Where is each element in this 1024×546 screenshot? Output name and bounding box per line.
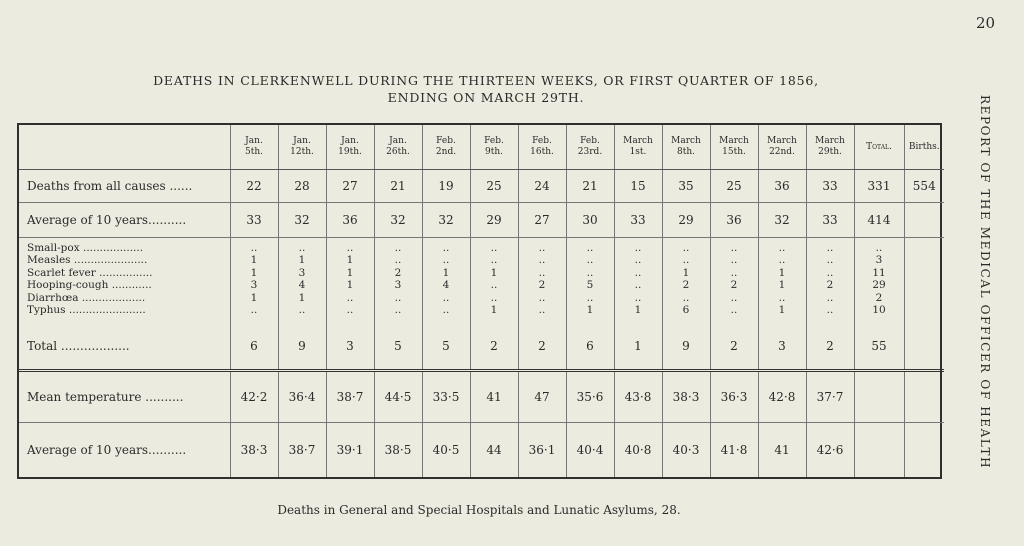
table-cell: .. [710, 292, 758, 304]
table-cell: 41 [758, 422, 806, 477]
table-cell: .. [278, 237, 326, 254]
table-cell: 40·5 [422, 422, 470, 477]
table-cell: 33 [806, 202, 854, 237]
table-cell: .. [518, 237, 566, 254]
births-cell [904, 292, 944, 304]
table-cell: .. [710, 267, 758, 279]
row-label: Average of 10 years.......... [19, 202, 230, 237]
row-label: Scarlet fever ................ [27, 266, 153, 279]
table-cell: 38·3 [230, 422, 278, 477]
column-header [806, 125, 854, 170]
column-header [230, 125, 278, 170]
column-header-day: 15th. [722, 147, 746, 157]
table-cell: 35·6 [566, 370, 614, 422]
column-header-day: 8th. [677, 147, 695, 157]
total-cell [854, 422, 904, 477]
table-cell: .. [518, 255, 566, 267]
table-cell: 2 [806, 323, 854, 370]
table-cell: 4 [422, 279, 470, 291]
table-cell: .. [806, 237, 854, 254]
table-cell: 1 [278, 292, 326, 304]
row-label: Small-pox .................. [27, 241, 144, 254]
running-head: REPORT OF THE MEDICAL OFFICER OF HEALTH [978, 95, 992, 470]
row-label: Hooping-cough ............ [27, 279, 152, 292]
column-header-month: March [767, 136, 797, 146]
column-header-month: Jan. [245, 136, 263, 146]
table-cell: .. [662, 292, 710, 304]
table-cell: 1 [614, 304, 662, 323]
column-header-month: March [671, 136, 701, 146]
table-cell: .. [710, 237, 758, 254]
table-cell: .. [326, 292, 374, 304]
table-cell: .. [566, 292, 614, 304]
column-header-day: 16th. [530, 147, 554, 157]
average-deaths-row [19, 202, 944, 237]
table-cell: 1 [326, 279, 374, 291]
table-cell: 32 [758, 202, 806, 237]
row-label: Measles ...................... [27, 254, 148, 267]
births-cell [904, 279, 944, 291]
table-cell: 2 [518, 279, 566, 291]
column-header-day: 5th. [245, 147, 263, 157]
table-cell: .. [710, 255, 758, 267]
table-cell: .. [230, 304, 278, 323]
title-line-1: DEATHS IN CLERKENWELL DURING THE THIRTEEN WEEKS, OR FIRST QUARTER OF 1856, [153, 73, 819, 88]
table-cell: 27 [326, 170, 374, 203]
table-cell: .. [518, 267, 566, 279]
births-cell [904, 267, 944, 279]
births-cell [904, 202, 944, 237]
table-cell: 36·3 [710, 370, 758, 422]
table-cell: 1 [470, 267, 518, 279]
table-cell: 40·8 [614, 422, 662, 477]
table-cell: 2 [518, 323, 566, 370]
table-cell: 44·5 [374, 370, 422, 422]
column-header [326, 125, 374, 170]
table-cell: .. [422, 292, 470, 304]
table-cell: .. [470, 237, 518, 254]
column-header [662, 125, 710, 170]
header-row [19, 125, 944, 170]
column-header [566, 125, 614, 170]
column-header-day: 2nd. [435, 147, 457, 157]
column-header-day: 29th. [818, 147, 842, 157]
table-cell: .. [614, 267, 662, 279]
table-cell: 38·5 [374, 422, 422, 477]
deaths-table [17, 123, 942, 479]
table-cell: 2 [806, 279, 854, 291]
table-cell: .. [278, 304, 326, 323]
table-cell: 6 [230, 323, 278, 370]
table-cell: .. [374, 237, 422, 254]
table-cell: 3 [374, 279, 422, 291]
births-cell [904, 255, 944, 267]
table-cell: 1 [614, 323, 662, 370]
table-cell: 1 [566, 304, 614, 323]
title-line-2: ENDING ON MARCH 29TH. [387, 90, 585, 105]
column-header [518, 125, 566, 170]
column-header [422, 125, 470, 170]
total-cell: 414 [854, 202, 904, 237]
table-cell: 41 [470, 370, 518, 422]
column-header-day: 23rd. [577, 147, 603, 157]
table-cell: .. [326, 304, 374, 323]
total-cell: 11 [854, 267, 904, 279]
table-cell: .. [662, 237, 710, 254]
table-cell: .. [374, 255, 422, 267]
disease-row [19, 255, 944, 267]
table-cell: 33 [230, 202, 278, 237]
table-cell: .. [470, 255, 518, 267]
table-cell: 3 [326, 323, 374, 370]
table-cell: 32 [374, 202, 422, 237]
table-cell: 44 [470, 422, 518, 477]
table-cell: .. [662, 255, 710, 267]
column-header-day: 1st. [629, 147, 647, 157]
table-cell: .. [518, 292, 566, 304]
table-cell: 36·1 [518, 422, 566, 477]
table-cell: .. [758, 237, 806, 254]
table-cell: 36 [326, 202, 374, 237]
births-cell [904, 422, 944, 477]
table-cell: 38·3 [662, 370, 710, 422]
table-cell: 1 [470, 304, 518, 323]
total-cell: 2 [854, 292, 904, 304]
table-cell: 6 [566, 323, 614, 370]
column-header-month: Feb. [532, 136, 552, 146]
births-cell [904, 304, 944, 323]
table-cell: 28 [278, 170, 326, 203]
row-label: Mean temperature .......... [19, 370, 230, 422]
table-cell: 38·7 [278, 422, 326, 477]
row-label: Typhus ....................... [27, 304, 146, 317]
total-row [19, 323, 944, 370]
table-cell: 1 [278, 255, 326, 267]
table-cell: 36·4 [278, 370, 326, 422]
header-blank [19, 125, 230, 170]
table-cell: 3 [278, 267, 326, 279]
table-cell: 2 [470, 323, 518, 370]
table-cell: 19 [422, 170, 470, 203]
table-cell: .. [614, 255, 662, 267]
row-label: Deaths from all causes ...... [19, 170, 230, 203]
table-cell: .. [422, 237, 470, 254]
total-cell: 10 [854, 304, 904, 323]
table-cell: 1 [422, 267, 470, 279]
row-label: Diarrhœa ................... [27, 291, 146, 304]
page-number: 20 [976, 14, 996, 32]
table-cell: .. [806, 255, 854, 267]
total-cell: 55 [854, 323, 904, 370]
total-header: Total. [854, 125, 904, 170]
table-cell: 4 [278, 279, 326, 291]
table-cell: 1 [230, 292, 278, 304]
column-header-month: Jan. [293, 136, 311, 146]
column-header [758, 125, 806, 170]
table-cell: .. [470, 292, 518, 304]
table-cell: 29 [470, 202, 518, 237]
column-header-day: 12th. [290, 147, 314, 157]
column-header-month: March [623, 136, 653, 146]
table-cell: .. [326, 237, 374, 254]
table-cell: 1 [758, 267, 806, 279]
table-cell: 27 [518, 202, 566, 237]
table-cell: 1 [758, 279, 806, 291]
table-cell: .. [758, 255, 806, 267]
table-cell: 2 [710, 279, 758, 291]
table-cell: .. [374, 292, 422, 304]
table-cell: 40·4 [566, 422, 614, 477]
table-cell: 25 [470, 170, 518, 203]
column-header-month: March [815, 136, 845, 146]
table-cell: 2 [662, 279, 710, 291]
row-label: Average of 10 years.......... [27, 442, 187, 457]
table-cell: 1 [230, 255, 278, 267]
table-cell: 29 [662, 202, 710, 237]
table-cell: .. [230, 237, 278, 254]
table-cell: 43·8 [614, 370, 662, 422]
table-cell: 42·8 [758, 370, 806, 422]
table-cell: 33·5 [422, 370, 470, 422]
table-cell: 2 [710, 323, 758, 370]
table-cell: .. [470, 279, 518, 291]
table-cell: 5 [374, 323, 422, 370]
table-cell: 47 [518, 370, 566, 422]
column-header [710, 125, 758, 170]
table-cell: 21 [566, 170, 614, 203]
column-header-month: Feb. [436, 136, 456, 146]
table-cell: 39·1 [326, 422, 374, 477]
mean-temperature-row [19, 370, 944, 422]
column-header-month: Jan. [389, 136, 407, 146]
table-cell: .. [566, 267, 614, 279]
table-cell: .. [566, 255, 614, 267]
table-cell: 38·7 [326, 370, 374, 422]
table-cell: .. [566, 237, 614, 254]
table-cell: 5 [566, 279, 614, 291]
births-cell [904, 237, 944, 254]
table-cell: 9 [662, 323, 710, 370]
table-cell: 37·7 [806, 370, 854, 422]
disease-row [19, 304, 944, 323]
column-header-day: 19th. [338, 147, 362, 157]
table-cell: 5 [422, 323, 470, 370]
table-cell: .. [806, 304, 854, 323]
column-header [374, 125, 422, 170]
column-header-month: Feb. [580, 136, 600, 146]
column-header [614, 125, 662, 170]
table-cell: 30 [566, 202, 614, 237]
column-header [470, 125, 518, 170]
table-cell: 1 [326, 267, 374, 279]
table-cell: 40·3 [662, 422, 710, 477]
footnote: Deaths in General and Special Hospitals and Lunatic Asylums, 28. [277, 503, 681, 517]
disease-row [19, 292, 944, 304]
column-header-month: Feb. [484, 136, 504, 146]
table-cell: 9 [278, 323, 326, 370]
table-cell: .. [614, 292, 662, 304]
column-header [278, 125, 326, 170]
total-cell [854, 370, 904, 422]
table-cell: 41·8 [710, 422, 758, 477]
table-cell: .. [422, 304, 470, 323]
table-cell: .. [374, 304, 422, 323]
table-cell: 42·6 [806, 422, 854, 477]
table-cell: 24 [518, 170, 566, 203]
row-label: Total .................. [19, 323, 230, 370]
column-header-month: Jan. [341, 136, 359, 146]
table-cell: 36 [710, 202, 758, 237]
total-cell: 3 [854, 255, 904, 267]
table-cell: .. [806, 267, 854, 279]
total-cell: .. [854, 237, 904, 254]
average-temperature-row [19, 422, 944, 477]
table-cell: 33 [614, 202, 662, 237]
table-cell: .. [758, 292, 806, 304]
column-header-day: 22nd. [769, 147, 795, 157]
table-cell: 36 [758, 170, 806, 203]
column-header-day: 9th. [485, 147, 503, 157]
table-cell: .. [710, 304, 758, 323]
column-header-month: March [719, 136, 749, 146]
births-cell: 554 [904, 170, 944, 203]
table-cell: 21 [374, 170, 422, 203]
table-cell: 22 [230, 170, 278, 203]
disease-row [19, 267, 944, 279]
total-cell: 29 [854, 279, 904, 291]
table-cell: 6 [662, 304, 710, 323]
table-cell: 42·2 [230, 370, 278, 422]
table-cell: 32 [422, 202, 470, 237]
table-cell: .. [614, 237, 662, 254]
disease-row [19, 237, 944, 254]
table-cell: .. [806, 292, 854, 304]
table-title [0, 72, 972, 106]
deaths-all-row [19, 170, 944, 203]
disease-row [19, 279, 944, 291]
table-cell: 33 [806, 170, 854, 203]
births-cell [904, 323, 944, 370]
column-header-day: 26th. [386, 147, 410, 157]
table-cell: 3 [230, 279, 278, 291]
table-cell: .. [518, 304, 566, 323]
table-cell: 1 [758, 304, 806, 323]
table-cell: 1 [230, 267, 278, 279]
births-header: Births. [904, 125, 944, 170]
table-cell: .. [422, 255, 470, 267]
table-cell: 1 [662, 267, 710, 279]
births-cell [904, 370, 944, 422]
table-cell: 1 [326, 255, 374, 267]
table-cell: 3 [758, 323, 806, 370]
table-cell: 25 [710, 170, 758, 203]
total-cell: 331 [854, 170, 904, 203]
table-cell: 35 [662, 170, 710, 203]
table-cell: 2 [374, 267, 422, 279]
table-cell: 15 [614, 170, 662, 203]
table-cell: 32 [278, 202, 326, 237]
table-cell: .. [614, 279, 662, 291]
